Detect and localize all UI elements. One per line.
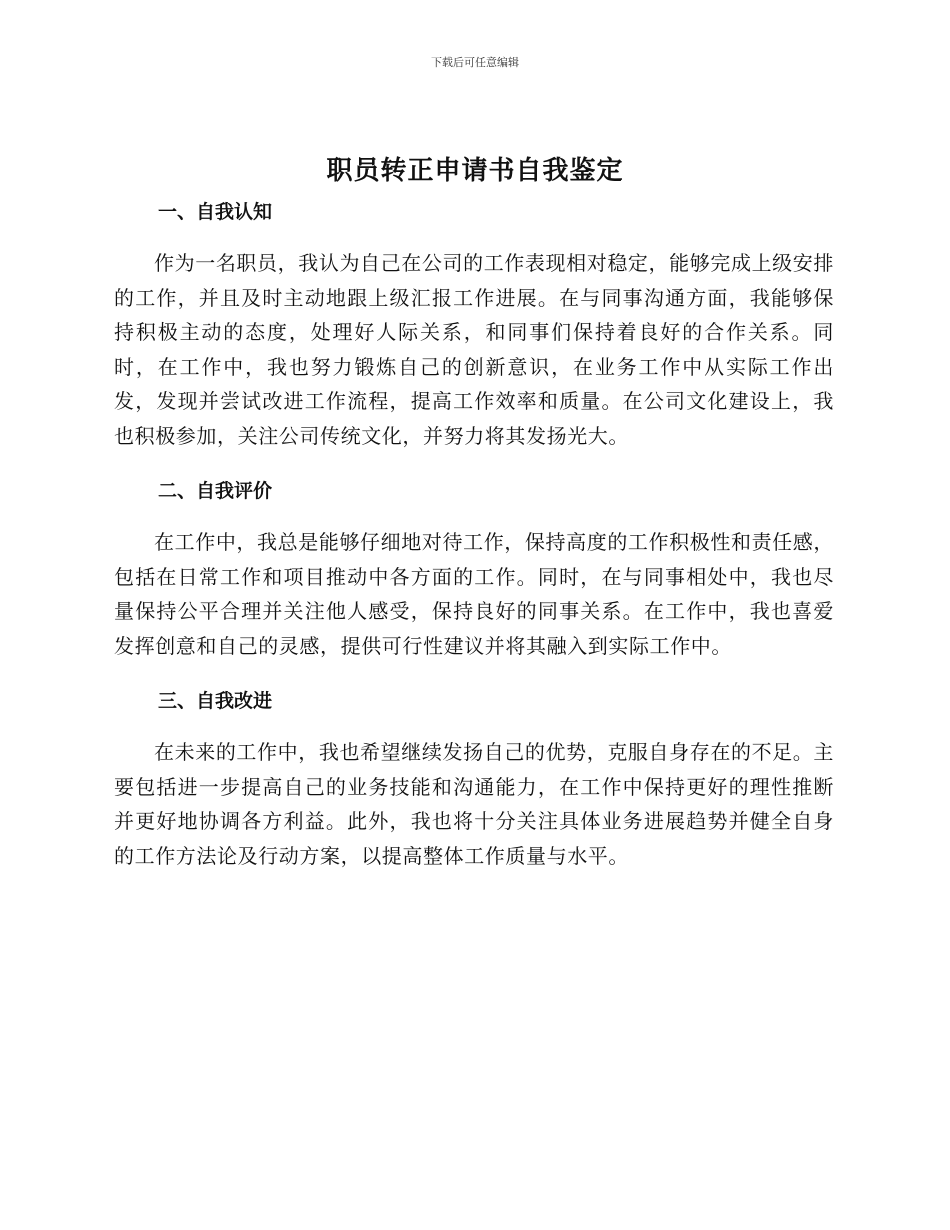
section-paragraph-self-evaluation: 在工作中，我总是能够仔细地对待工作，保持高度的工作积极性和责任感，包括在日常工作和项目推动中各方面的工作。同时，在与同事相处中，我也尽量保持公平合理并关注他人感受，保持良好的同事关系。在工作中，我也喜爱发挥创意和自己的灵感，提供可行性建议并将其融入到实际工作中。: [114, 530, 834, 658]
header-note: 下载后可任意编辑: [431, 56, 519, 69]
section-paragraph-self-awareness: 作为一名职员，我认为自己在公司的工作表现相对稳定，能够完成上级安排的工作，并且及时主动地跟上级汇报工作进展。在与同事沟通方面，我能够保持积极主动的态度，处理好人际关系，和同事们保持着良好的合作关系。同时，在工作中，我也努力锻炼自己的创新意识，在业务工作中从实际工作出发，发现并尝试改进工作流程，提高工作效率和质量。在公司文化建设上，我也积极参加，关注公司传统文化，并努力将其发扬光大。: [114, 251, 834, 448]
section-paragraph-self-improvement: 在未来的工作中，我也希望继续发扬自己的优势，克服自身存在的不足。主要包括进一步提高自己的业务技能和沟通能力，在工作中保持更好的理性推断并更好地协调各方利益。此外，我也将十分关注具体业务进展趋势并健全自身的工作方法论及行动方案，以提高整体工作质量与水平。: [114, 740, 834, 868]
section-heading-self-improvement: 三、自我改进: [158, 690, 273, 712]
section-heading-self-awareness: 一、自我认知: [158, 201, 273, 223]
document-title: 职员转正申请书自我鉴定: [326, 156, 624, 186]
section-heading-self-evaluation: 二、自我评价: [158, 480, 273, 502]
document-body: [114, 196, 834, 873]
